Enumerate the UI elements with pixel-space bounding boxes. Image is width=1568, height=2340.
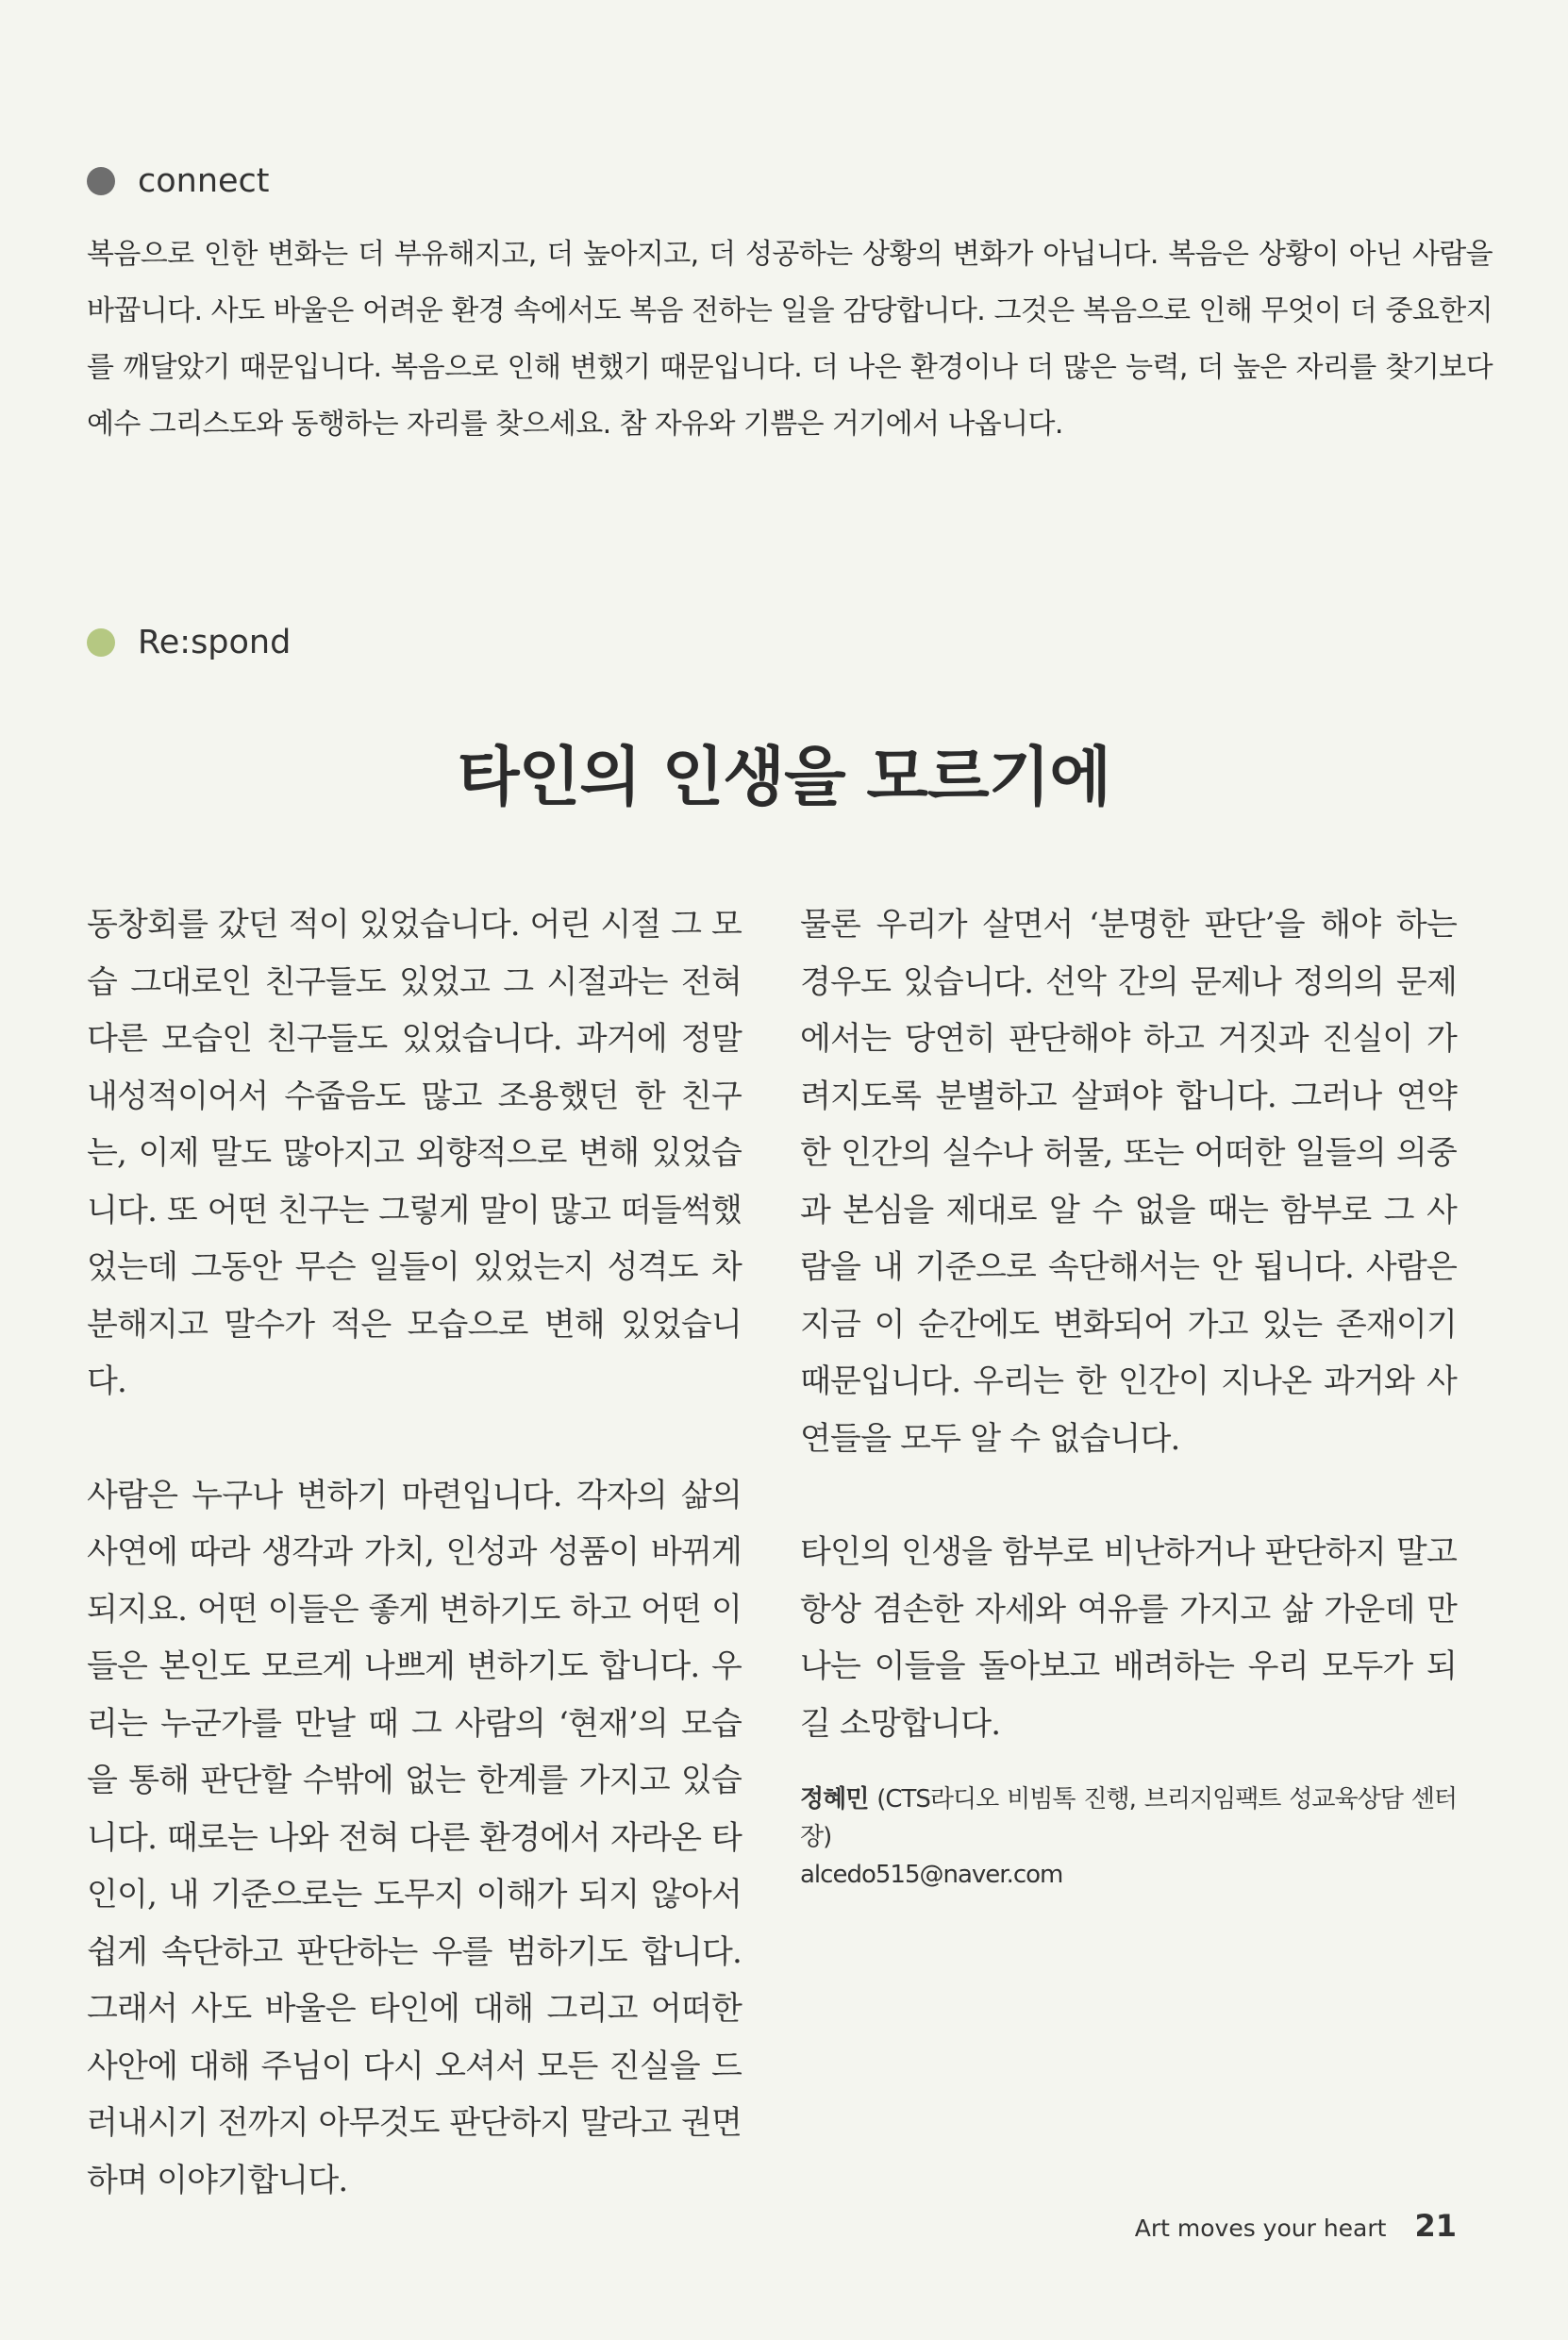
- bullet-dot-icon: [87, 167, 115, 195]
- author-email: alcedo515@naver.com: [800, 1861, 1063, 1889]
- page-footer: [1135, 2208, 1457, 2244]
- page-number: 21: [1414, 2208, 1457, 2244]
- article-left-column: [87, 896, 742, 2265]
- connect-label: connect: [138, 162, 270, 200]
- connect-section-header: [87, 162, 270, 200]
- connect-paragraph: 복음으로 인한 변화는 더 부유해지고, 더 높아지고, 더 성공하는 상황의 변화가 아닙니다. 복음은 상황이 아닌 사람을 바꿉니다. 사도 바울은 어려운 환경 속에서도 복음 전하는 일을 감당합니다. 그것은 복음으로 인해 무엇이 더 중요한지를 깨달았기 때문입니다. 복음으로 인해 변했기 때문입니다. 더 나은 환경이나 더 많은 능력, 더 높은 자리를 찾기보다 예수 그리스도와 동행하는 자리를 찾으세요. 참 자유와 기쁨은 거기에서 나옵니다.: [87, 238, 1493, 441]
- article-paragraph: 동창회를 갔던 적이 있었습니다. 어린 시절 그 모습 그대로인 친구들도 있었고 그 시절과는 전혀 다른 모습인 친구들도 있었습니다. 과거에 정말 내성적이어서 수줍음도 많고 조용했던 한 친구는, 이제 말도 많아지고 외향적으로 변해 있었습니다. 또 어떤 친구는 그렇게 말이 많고 떠들썩했었는데 그동안 무슨 일들이 있었는지 성격도 차분해지고 말수가 적은 모습으로 변해 있었습니다.: [87, 906, 742, 1400]
- article-title: 타인의 인생을 모르기에: [457, 741, 1111, 815]
- respond-label: Re:spond: [138, 624, 292, 661]
- author-byline: [800, 1780, 1457, 1894]
- author-role: (CTS라디오 비빔톡 진행, 브리지임팩트 성교육상담 센터장): [800, 1785, 1457, 1851]
- article-right-column: [800, 896, 1457, 1894]
- author-name: 정혜민: [800, 1785, 869, 1814]
- footer-tagline: Art moves your heart: [1134, 2215, 1387, 2242]
- article-paragraph: 사람은 누구나 변하기 마련입니다. 각자의 삶의 사연에 따라 생각과 가치, 인성과 성품이 바뀌게 되지요. 어떤 이들은 좋게 변하기도 하고 어떤 이들은 본인도 모르게 나쁘게 변하기도 합니다. 우리는 누군가를 만날 때 그 사람의 ‘현재’의 모습을 통해 판단할 수밖에 없는 한계를 가지고 있습니다. 때로는 나와 전혀 다른 환경에서 자라온 타인이, 내 기준으로는 도무지 이해가 되지 않아서 쉽게 속단하고 판단하는 우를 범하기도 합니다. 그래서 사도 바울은 타인에 대해 그리고 어떠한 사안에 대해 주님이 다시 오셔서 모든 진실을 드러내시기 전까지 아무것도 판단하지 말라고 권면하며 이야기합니다.: [87, 1476, 742, 2199]
- respond-section-header: [87, 624, 291, 661]
- bullet-dot-icon: [87, 628, 115, 657]
- article-paragraph: 타인의 인생을 함부로 비난하거나 판단하지 말고 항상 겸손한 자세와 여유를 가지고 삶 가운데 만나는 이들을 돌아보고 배려하는 우리 모두가 되길 소망합니다.: [800, 1533, 1457, 1743]
- article-paragraph: 물론 우리가 살면서 ‘분명한 판단’을 해야 하는 경우도 있습니다. 선악 간의 문제나 정의의 문제에서는 당연히 판단해야 하고 거짓과 진실이 가려지도록 분별하고 살펴야 합니다. 그러나 연약한 인간의 실수나 허물, 또는 어떠한 일들의 의중과 본심을 제대로 알 수 없을 때는 함부로 그 사람을 내 기준으로 속단해서는 안 됩니다. 사람은 지금 이 순간에도 변화되어 가고 있는 존재이기 때문입니다. 우리는 한 인간이 지나온 과거와 사연들을 모두 알 수 없습니다.: [800, 906, 1457, 1458]
